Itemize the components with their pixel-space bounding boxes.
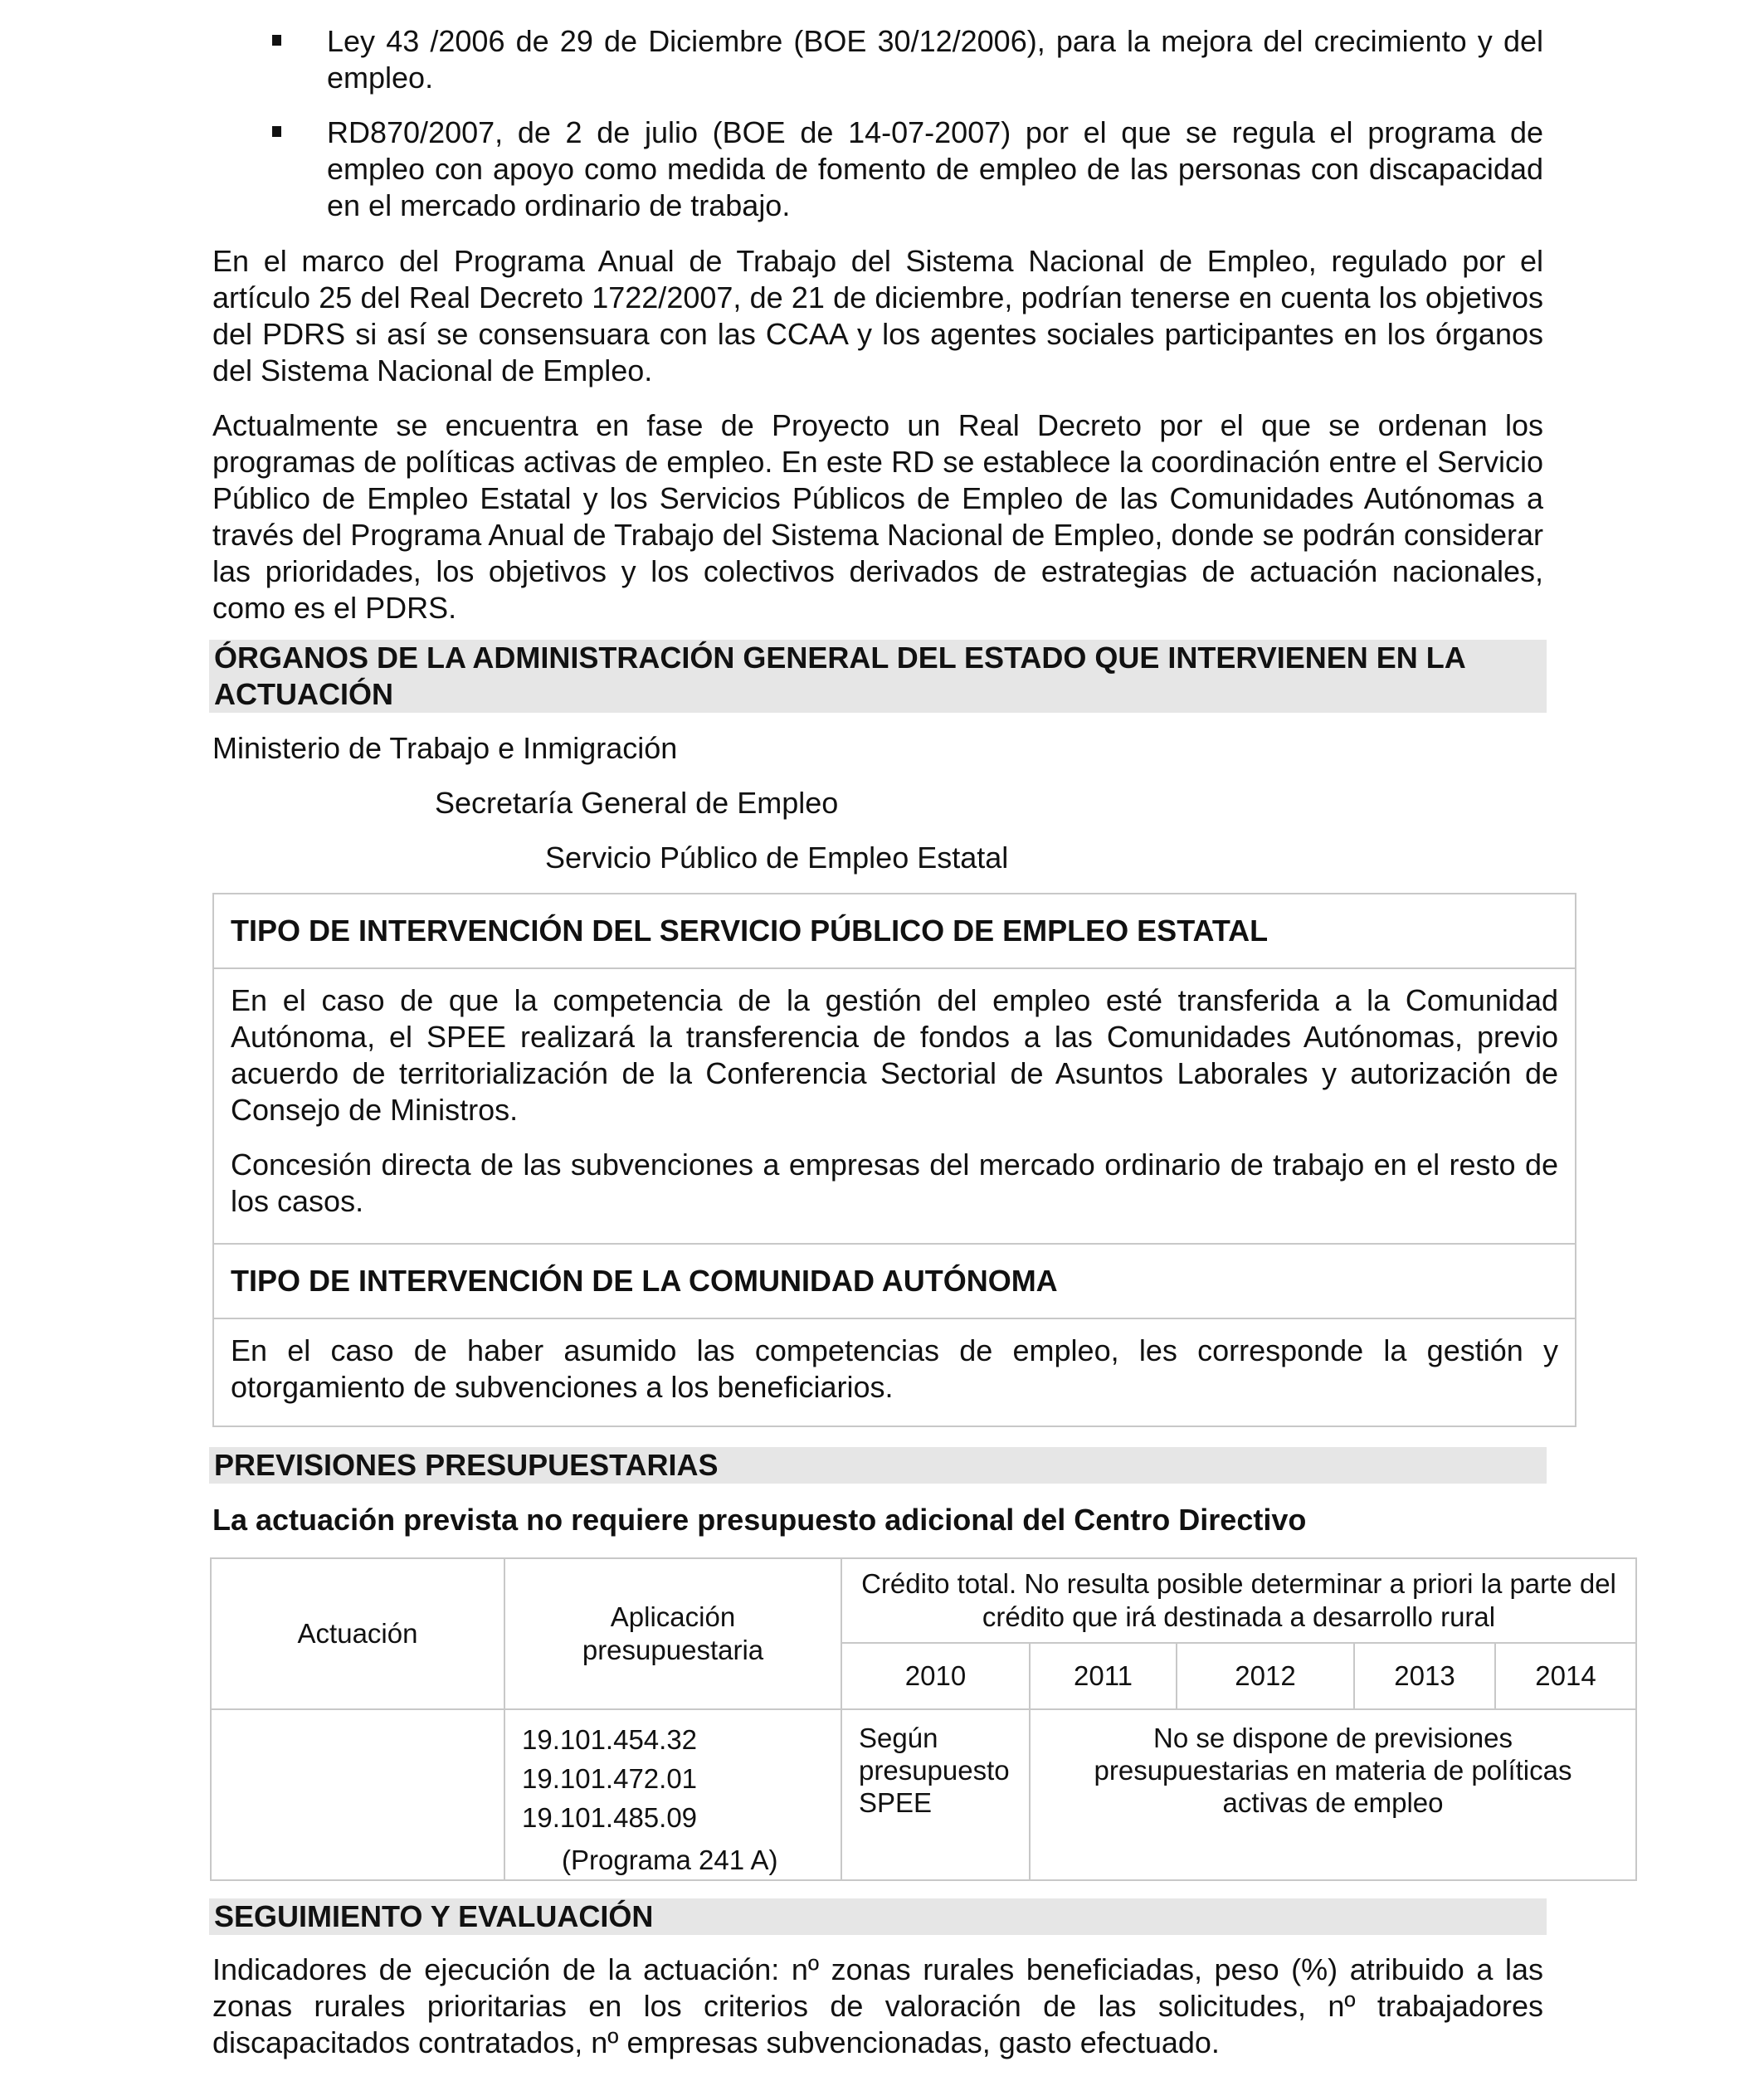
aplicacion-code: 19.101.454.32 <box>522 1724 698 1755</box>
square-bullet-icon <box>272 35 281 46</box>
section-heading-organos: ÓRGANOS DE LA ADMINISTRACIÓN GENERAL DEL ESTADO QUE INTERVIENEN EN LA ACTUACIÓN <box>209 640 1547 713</box>
ca-intervention-heading <box>214 1245 1575 1319</box>
budget-table <box>210 1557 1637 1881</box>
aplicacion-code: 19.101.485.09 <box>522 1802 698 1833</box>
spee-paragraph-2: Concesión directa de las subvenciones a empresas del mercado ordinario de trabajo en el resto de los casos. <box>231 1148 1558 1218</box>
ca-heading-text: TIPO DE INTERVENCIÓN DE LA COMUNIDAD AUTÓNOMA <box>231 1264 1058 1298</box>
year-2013: 2013 <box>1354 1643 1495 1709</box>
section-heading-previsiones: PREVISIONES PRESUPUESTARIAS <box>209 1447 1547 1484</box>
header-actuacion: Actuación <box>211 1558 504 1709</box>
header-credito-total: Crédito total. No resulta posible determinar a priori la parte del crédito que irá destinada a desarrollo rural <box>841 1558 1636 1643</box>
spee-paragraph-1: En el caso de que la competencia de la gestión del empleo esté transferida a la Comunidad Autónoma, el SPEE realizará la transferencia de fondos a las Comunidades Autónomas, previo acuerdo de territorialización de la Conferencia Sectorial de Asuntos Laborales y autorización de Consejo de Ministros. <box>231 983 1558 1127</box>
legal-references-list <box>212 23 1543 242</box>
budget-subtitle: La actuación prevista no requiere presupuesto adicional del Centro Directivo <box>212 1503 1307 1537</box>
paragraph-programa-anual: En el marco del Programa Anual de Trabajo del Sistema Nacional de Empleo, regulado por el artículo 25 del Real Decreto 1722/2007, de 21 de diciembre, podrían tenerse en cuenta los objetivos del PDRS si así se consensuara con las CCAA y los agentes sociales participantes en los órganos del Sistema Nacional de Empleo. <box>212 244 1543 387</box>
aplicacion-code: 19.101.472.01 <box>522 1763 698 1794</box>
year-2011: 2011 <box>1030 1643 1177 1709</box>
paragraph-proyecto-real-decreto: Actualmente se encuentra en fase de Proyecto un Real Decreto por el que se ordenan los programas de políticas activas de empleo. En este RD se establece la coordinación entre el Servicio Público de Empleo Estatal y los Servicios Públicos de Empleo de las Comunidades Autónomas a través del Programa Anual de Trabajo del Sistema Nacional de Empleo, donde se podrán considerar las prioridades, los objetivos y los colectivos derivados de estrategias de actuación nacionales, como es el PDRS. <box>212 408 1543 625</box>
spee-intervention-heading <box>214 894 1575 969</box>
table-row <box>211 1709 1636 1880</box>
programa-label: (Programa 241 A) <box>562 1845 778 1875</box>
cell-actuacion <box>211 1709 504 1880</box>
year-2012: 2012 <box>1177 1643 1354 1709</box>
list-item-text: Ley 43 /2006 de 29 de Diciembre (BOE 30/12/2006), para la mejora del crecimiento y del empleo. <box>327 24 1543 95</box>
year-2014: 2014 <box>1495 1643 1636 1709</box>
secretaria-label: Secretaría General de Empleo <box>435 786 839 820</box>
header-aplicacion: Aplicación presupuestaria <box>504 1558 841 1709</box>
cell-aplicacion <box>504 1709 841 1880</box>
cell-2010-value: Según presupuesto SPEE <box>841 1709 1030 1880</box>
list-item <box>212 23 1543 96</box>
ca-intervention-body <box>214 1319 1575 1426</box>
intervention-table <box>212 893 1576 1427</box>
spee-heading-text: TIPO DE INTERVENCIÓN DEL SERVICIO PÚBLICO DE EMPLEO ESTATAL <box>231 914 1269 948</box>
section-heading-seguimiento: SEGUIMIENTO Y EVALUACIÓN <box>209 1898 1547 1935</box>
list-item <box>212 115 1543 224</box>
paragraph-indicadores: Indicadores de ejecución de la actuación: nº zonas rurales beneficiadas, peso (%) atribuido a las zonas rurales prioritarias en los criterios de valoración de las solicitudes, nº trabajadores discapacitados contratados, nº empresas subvencionadas, gasto efectuado. <box>212 1952 1543 2059</box>
year-2010: 2010 <box>841 1643 1030 1709</box>
list-item-text: RD870/2007, de 2 de julio (BOE de 14-07-2007) por el que se regula el programa de empleo con apoyo como medida de fomento de empleo de las personas con discapacidad en el mercado ordinario de trabajo. <box>327 115 1543 222</box>
square-bullet-icon <box>272 126 281 137</box>
ministerio-label: Ministerio de Trabajo e Inmigración <box>212 731 678 765</box>
cell-no-previsiones: No se dispone de previsiones presupuestarias en materia de políticas activas de empleo <box>1030 1709 1636 1880</box>
servicio-label: Servicio Público de Empleo Estatal <box>545 841 1009 875</box>
spee-intervention-body <box>214 969 1575 1245</box>
ca-paragraph-1: En el caso de haber asumido las competencias de empleo, les corresponde la gestión y otorgamiento de subvenciones a los beneficiarios. <box>231 1333 1558 1404</box>
